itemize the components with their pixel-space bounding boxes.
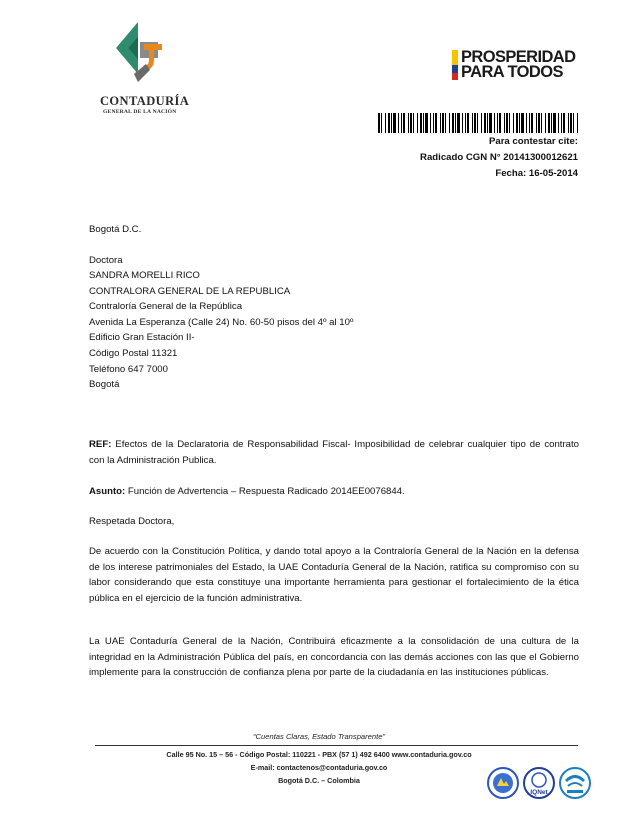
asunto-label: Asunto: <box>89 486 126 497</box>
colombia-flag-icon <box>452 50 458 80</box>
footer-divider <box>95 745 578 746</box>
asunto-text: Función de Advertencia – Respuesta Radicado 2014EE0076844. <box>125 486 405 497</box>
recipient-line: Edificio Gran Estación II- <box>89 332 195 344</box>
recipient-line: Código Postal 11321 <box>89 347 178 359</box>
recipient-block <box>89 268 579 393</box>
barcode-icon <box>378 113 578 133</box>
letter-date: Fecha: 16-05-2014 <box>495 168 578 179</box>
footer-motto: “Cuentas Claras, Estado Transparente” <box>253 732 385 741</box>
body-paragraph-2: La UAE Contaduría General de la Nación, Contribuirá eficazmente a la consolidación de una cultura de la integridad en la Administración Pública del país, en concordancia con las demás acciones con las que el Gobierno implemente para la construcción de confianza plena por parte de la ciudadanía en las instituciones públicas. <box>89 636 579 679</box>
radicado-number: Radicado CGN N° 20141300012621 <box>420 152 578 163</box>
footer-address: Calle 95 No. 15 – 56 - Código Postal: 110221 - PBX (57 1) 492 6400 www.contaduria.gov.co <box>166 750 472 759</box>
place: Bogotá D.C. <box>89 224 142 235</box>
contaduria-brand: CONTADURÍA <box>100 94 190 108</box>
iqnet-seal-label: IQNet <box>530 789 548 796</box>
contaduria-emblem-icon <box>98 18 188 94</box>
para-todos-text: PARA TODOS <box>461 63 563 81</box>
contaduria-subtitle: GENERAL DE LA NACIÓN <box>103 109 177 115</box>
ref-text: Efectos de la Declaratoria de Responsabilidad Fiscal- Imposibilidad de celebrar cualquier tipo de contrato con la Administración Publica. <box>89 439 579 466</box>
recipient-line: Avenida La Esperanza (Calle 24) No. 60-50 pisos del 4º al 10º <box>89 316 354 328</box>
recipient-salutation: Doctora <box>89 255 123 266</box>
contaduria-logo <box>98 18 188 118</box>
reply-label: Para contestar cite: <box>488 136 578 147</box>
greeting: Respetada Doctora, <box>89 516 175 527</box>
recipient-line: Teléfono 647 7000 <box>89 363 168 375</box>
footer-city: Bogotá D.C. – Colombia <box>278 776 360 785</box>
ref-label: REF: <box>89 439 112 450</box>
certification-seal-icon <box>486 766 520 800</box>
recipient-line: Contraloría General de la República <box>89 301 243 313</box>
asunto-paragraph <box>89 484 579 500</box>
body-paragraph-1: De acuerdo con la Constitución Política, y dando total apoyo a la Contraloría General de la Nación en la defensa de los interese patrimoniales del Estado, la UAE Contaduría General de la Nación, ratifica su compromiso con su labor considerando que esta constituye una importante herramienta para gestionar el fortalecimiento de la ética pública en el ejercicio de la función administrativa. <box>89 546 579 604</box>
prosperidad-logo <box>452 48 592 84</box>
recipient-line: CONTRALORA GENERAL DE LA REPUBLICA <box>89 285 291 297</box>
iqnet-seal-icon <box>522 766 556 800</box>
icontec-seal-icon <box>558 766 592 800</box>
recipient-line: Bogotá <box>89 379 120 391</box>
prosperidad-text: PROSPERIDAD <box>461 48 576 66</box>
ref-paragraph <box>89 437 579 468</box>
footer-email: E-mail: contactenos@contaduria.gov.co <box>250 763 388 772</box>
recipient-line: SANDRA MORELLI RICO <box>89 270 200 281</box>
